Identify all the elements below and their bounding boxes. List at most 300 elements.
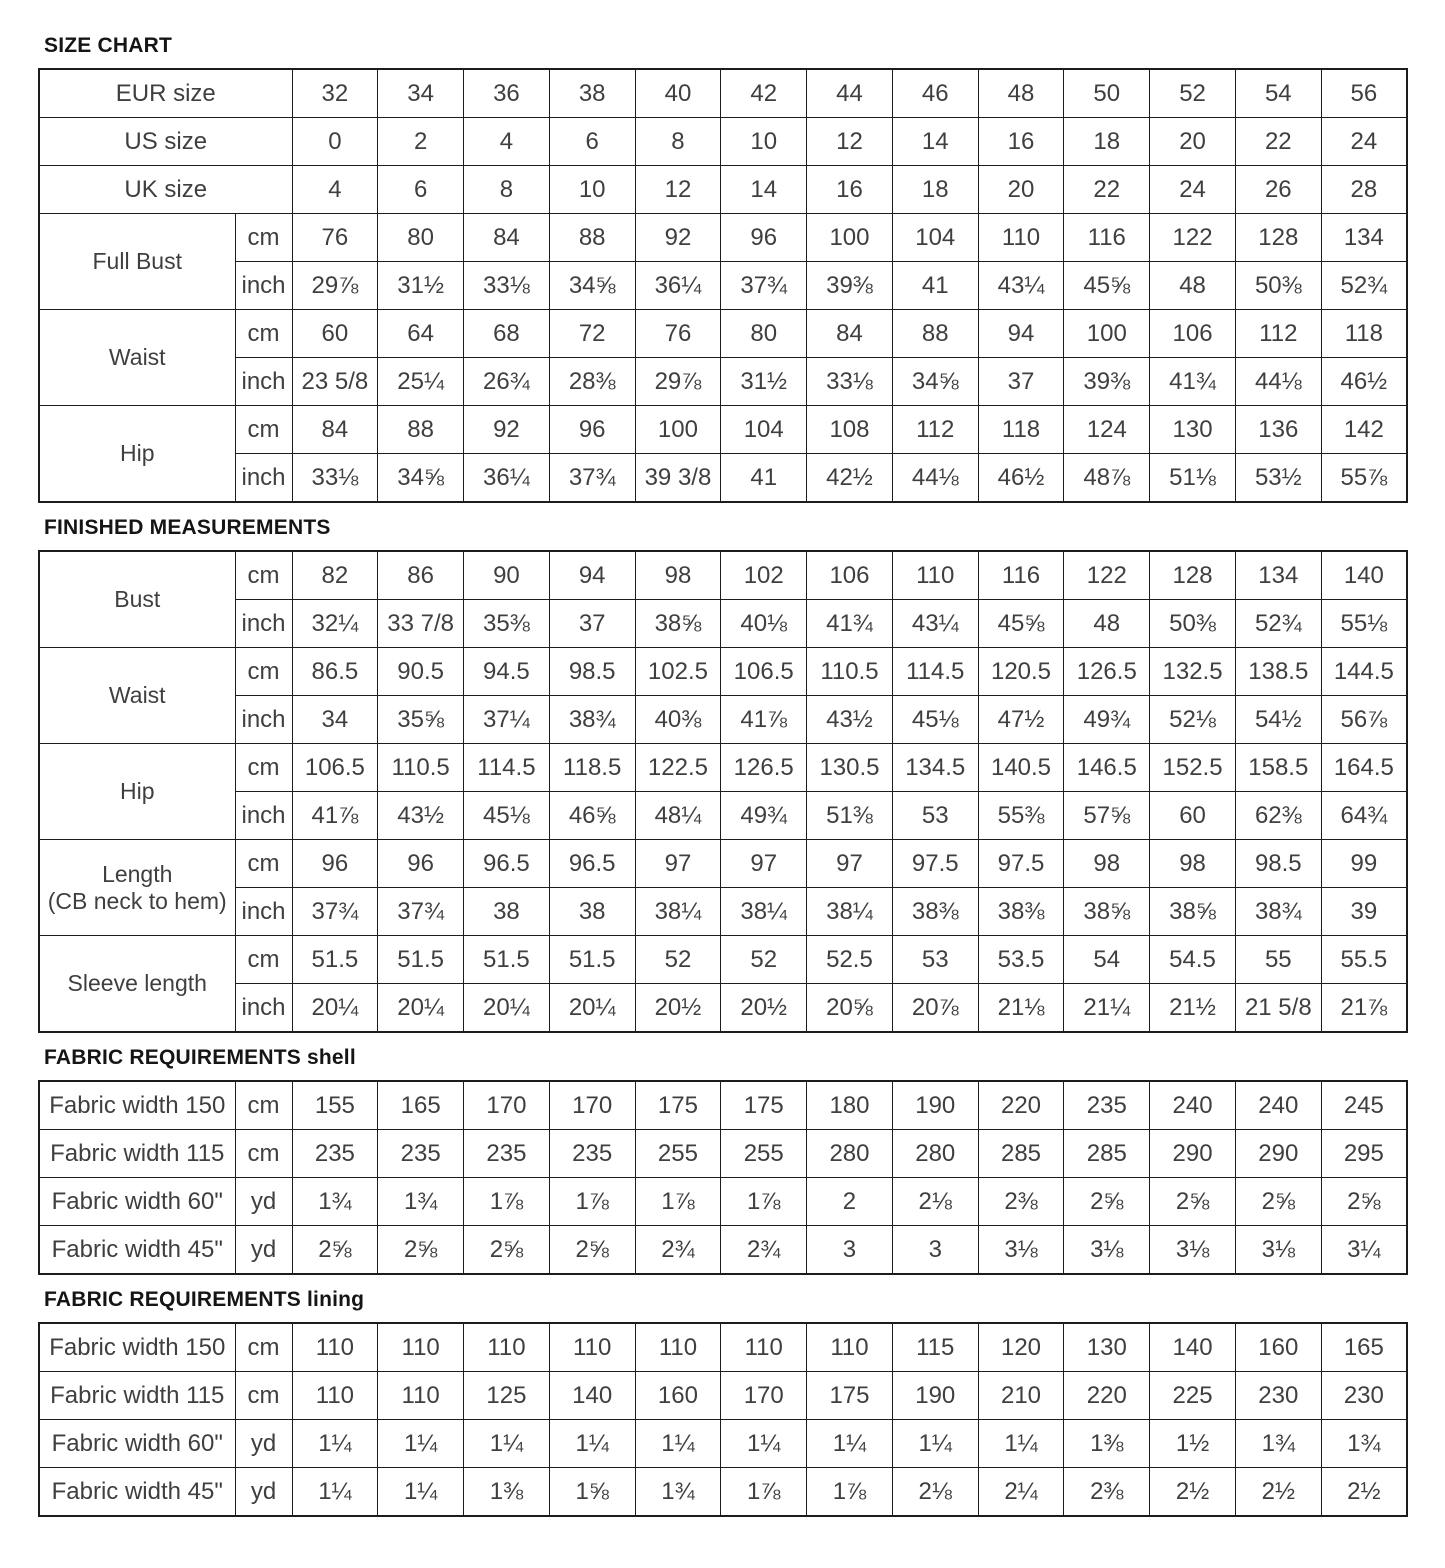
cell-value: 3 <box>892 1226 978 1275</box>
cell-value: 110 <box>892 551 978 600</box>
cell-value: 38 <box>549 69 635 118</box>
cell-value: 128 <box>1150 551 1236 600</box>
cell-value: 43¼ <box>892 600 978 648</box>
unit-label: inch <box>235 358 292 406</box>
cell-value: 285 <box>1064 1130 1150 1178</box>
cell-value: 165 <box>1321 1323 1407 1372</box>
cell-value: 41¾ <box>807 600 893 648</box>
cell-value: 118 <box>978 406 1064 454</box>
cell-value: 36¼ <box>635 262 721 310</box>
cell-value: 124 <box>1064 406 1150 454</box>
cell-value: 20⅝ <box>807 984 893 1033</box>
cell-value: 34 <box>292 696 378 744</box>
cell-value: 4 <box>292 166 378 214</box>
cell-value: 1¼ <box>378 1420 464 1468</box>
cell-value: 36¼ <box>464 454 550 503</box>
cell-value: 32¼ <box>292 600 378 648</box>
cell-value: 1⅝ <box>549 1468 635 1517</box>
cell-value: 76 <box>292 214 378 262</box>
cell-value: 38⅜ <box>892 888 978 936</box>
cell-value: 38⅝ <box>1150 888 1236 936</box>
cell-value: 38¼ <box>635 888 721 936</box>
cell-value: 132.5 <box>1150 648 1236 696</box>
cell-value: 1¾ <box>292 1178 378 1226</box>
cell-value: 1¼ <box>464 1420 550 1468</box>
cell-value: 100 <box>1064 310 1150 358</box>
cell-value: 31½ <box>721 358 807 406</box>
cell-value: 50⅜ <box>1235 262 1321 310</box>
table-row <box>39 214 1407 262</box>
cell-value: 52.5 <box>807 936 893 984</box>
cell-value: 43½ <box>378 792 464 840</box>
cell-value: 62⅜ <box>1235 792 1321 840</box>
cell-value: 180 <box>807 1081 893 1130</box>
cell-value: 49¾ <box>1064 696 1150 744</box>
cell-value: 25¼ <box>378 358 464 406</box>
row-label-line: Bust <box>114 586 161 613</box>
cell-value: 22 <box>1235 118 1321 166</box>
cell-value: 102 <box>721 551 807 600</box>
cell-value: 41 <box>721 454 807 503</box>
cell-value: 1¼ <box>635 1420 721 1468</box>
cell-value: 126.5 <box>721 744 807 792</box>
cell-value: 120 <box>978 1323 1064 1372</box>
unit-label: cm <box>235 840 292 888</box>
cell-value: 37¾ <box>549 454 635 503</box>
cell-value: 72 <box>549 310 635 358</box>
cell-value: 48 <box>978 69 1064 118</box>
cell-value: 53½ <box>1235 454 1321 503</box>
cell-value: 38¾ <box>1235 888 1321 936</box>
cell-value: 80 <box>721 310 807 358</box>
cell-value: 1¼ <box>807 1420 893 1468</box>
cell-value: 106.5 <box>721 648 807 696</box>
table-row <box>39 551 1407 600</box>
unit-label: yd <box>235 1226 292 1275</box>
cell-value: 240 <box>1150 1081 1236 1130</box>
cell-value: 3⅛ <box>1235 1226 1321 1275</box>
cell-value: 21½ <box>1150 984 1236 1033</box>
unit-label: cm <box>235 310 292 358</box>
cell-value: 2⅝ <box>378 1226 464 1275</box>
cell-value: 60 <box>1150 792 1236 840</box>
cell-value: 38¼ <box>807 888 893 936</box>
cell-value: 12 <box>635 166 721 214</box>
row-label <box>39 648 235 744</box>
row-label: Fabric width 60" <box>39 1178 235 1226</box>
cell-value: 128 <box>1235 214 1321 262</box>
cell-value: 140 <box>1150 1323 1236 1372</box>
cell-value: 97 <box>721 840 807 888</box>
unit-label: cm <box>235 744 292 792</box>
row-label: UK size <box>39 166 292 214</box>
table-row <box>39 406 1407 454</box>
cell-value: 33⅛ <box>807 358 893 406</box>
cell-value: 86 <box>378 551 464 600</box>
cell-value: 126.5 <box>1064 648 1150 696</box>
fabric-requirements-shell-table <box>38 1080 1408 1275</box>
cell-value: 1⅞ <box>721 1178 807 1226</box>
cell-value: 175 <box>635 1081 721 1130</box>
table-row <box>39 1468 1407 1517</box>
cell-value: 106 <box>807 551 893 600</box>
cell-value: 240 <box>1235 1081 1321 1130</box>
cell-value: 1⅞ <box>464 1178 550 1226</box>
cell-value: 88 <box>549 214 635 262</box>
table-row <box>39 262 1407 310</box>
cell-value: 94.5 <box>464 648 550 696</box>
cell-value: 170 <box>464 1081 550 1130</box>
table-row <box>39 840 1407 888</box>
row-label-line: (CB neck to hem) <box>47 887 227 914</box>
cell-value: 134.5 <box>892 744 978 792</box>
cell-value: 45⅛ <box>892 696 978 744</box>
cell-value: 49¾ <box>721 792 807 840</box>
unit-label: inch <box>235 696 292 744</box>
cell-value: 175 <box>807 1372 893 1420</box>
cell-value: 102.5 <box>635 648 721 696</box>
table-row <box>39 1081 1407 1130</box>
unit-label: inch <box>235 262 292 310</box>
cell-value: 20⅞ <box>892 984 978 1033</box>
cell-value: 38⅜ <box>978 888 1064 936</box>
cell-value: 40 <box>635 69 721 118</box>
cell-value: 33⅛ <box>292 454 378 503</box>
cell-value: 10 <box>721 118 807 166</box>
cell-value: 46½ <box>1321 358 1407 406</box>
cell-value: 21¼ <box>1064 984 1150 1033</box>
cell-value: 47½ <box>978 696 1064 744</box>
table-row <box>39 166 1407 214</box>
cell-value: 52 <box>721 936 807 984</box>
cell-value: 53 <box>892 792 978 840</box>
cell-value: 100 <box>807 214 893 262</box>
cell-value: 104 <box>721 406 807 454</box>
cell-value: 165 <box>378 1081 464 1130</box>
cell-value: 26 <box>1235 166 1321 214</box>
cell-value: 31½ <box>378 262 464 310</box>
cell-value: 46⅝ <box>549 792 635 840</box>
cell-value: 140 <box>549 1372 635 1420</box>
cell-value: 110 <box>292 1323 378 1372</box>
cell-value: 110 <box>464 1323 550 1372</box>
row-label <box>39 551 235 648</box>
cell-value: 20¼ <box>378 984 464 1033</box>
cell-value: 33 7/8 <box>378 600 464 648</box>
table-row <box>39 792 1407 840</box>
cell-value: 120.5 <box>978 648 1064 696</box>
cell-value: 39 3/8 <box>635 454 721 503</box>
cell-value: 56⅞ <box>1321 696 1407 744</box>
cell-value: 2⅝ <box>1321 1178 1407 1226</box>
cell-value: 37¼ <box>464 696 550 744</box>
cell-value: 118 <box>1321 310 1407 358</box>
cell-value: 97 <box>807 840 893 888</box>
cell-value: 235 <box>378 1130 464 1178</box>
cell-value: 48 <box>1064 600 1150 648</box>
cell-value: 1¼ <box>292 1420 378 1468</box>
row-label <box>39 744 235 840</box>
cell-value: 122.5 <box>635 744 721 792</box>
table-row <box>39 1226 1407 1275</box>
cell-value: 39⅜ <box>807 262 893 310</box>
cell-value: 18 <box>1064 118 1150 166</box>
unit-label: inch <box>235 454 292 503</box>
cell-value: 38 <box>549 888 635 936</box>
cell-value: 41⅞ <box>292 792 378 840</box>
cell-value: 1⅜ <box>464 1468 550 1517</box>
cell-value: 96.5 <box>464 840 550 888</box>
cell-value: 158.5 <box>1235 744 1321 792</box>
cell-value: 33⅛ <box>464 262 550 310</box>
cell-value: 99 <box>1321 840 1407 888</box>
row-label <box>39 406 235 503</box>
cell-value: 98 <box>1064 840 1150 888</box>
table-row <box>39 1323 1407 1372</box>
cell-value: 52 <box>635 936 721 984</box>
cell-value: 295 <box>1321 1130 1407 1178</box>
cell-value: 130 <box>1064 1323 1150 1372</box>
cell-value: 41⅞ <box>721 696 807 744</box>
row-label: Fabric width 115 <box>39 1372 235 1420</box>
cell-value: 96 <box>721 214 807 262</box>
cell-value: 110 <box>635 1323 721 1372</box>
cell-value: 3¼ <box>1321 1226 1407 1275</box>
cell-value: 88 <box>378 406 464 454</box>
row-label-line: Waist <box>108 682 166 709</box>
cell-value: 6 <box>549 118 635 166</box>
table-row <box>39 118 1407 166</box>
table-row <box>39 888 1407 936</box>
cell-value: 96 <box>292 840 378 888</box>
cell-value: 56 <box>1321 69 1407 118</box>
cell-value: 136 <box>1235 406 1321 454</box>
cell-value: 60 <box>292 310 378 358</box>
cell-value: 97 <box>635 840 721 888</box>
cell-value: 51⅛ <box>1150 454 1236 503</box>
cell-value: 10 <box>549 166 635 214</box>
cell-value: 225 <box>1150 1372 1236 1420</box>
cell-value: 118.5 <box>549 744 635 792</box>
cell-value: 20 <box>978 166 1064 214</box>
cell-value: 100 <box>635 406 721 454</box>
cell-value: 280 <box>807 1130 893 1178</box>
unit-label: yd <box>235 1178 292 1226</box>
cell-value: 45⅝ <box>1064 262 1150 310</box>
cell-value: 50 <box>1064 69 1150 118</box>
fabric-requirements-lining-table <box>38 1322 1408 1517</box>
cell-value: 51.5 <box>549 936 635 984</box>
row-label <box>39 936 235 1033</box>
cell-value: 14 <box>721 166 807 214</box>
cell-value: 98 <box>635 551 721 600</box>
cell-value: 106.5 <box>292 744 378 792</box>
cell-value: 290 <box>1150 1130 1236 1178</box>
cell-value: 37¾ <box>721 262 807 310</box>
cell-value: 6 <box>378 166 464 214</box>
cell-value: 45⅝ <box>978 600 1064 648</box>
row-label: Fabric width 115 <box>39 1130 235 1178</box>
table-row <box>39 936 1407 984</box>
cell-value: 220 <box>978 1081 1064 1130</box>
cell-value: 16 <box>807 166 893 214</box>
cell-value: 230 <box>1321 1372 1407 1420</box>
cell-value: 20¼ <box>549 984 635 1033</box>
cell-value: 2¼ <box>978 1468 1064 1517</box>
cell-value: 84 <box>292 406 378 454</box>
cell-value: 110 <box>378 1372 464 1420</box>
cell-value: 2⅝ <box>1150 1178 1236 1226</box>
cell-value: 20¼ <box>292 984 378 1033</box>
cell-value: 1¾ <box>1321 1420 1407 1468</box>
cell-value: 48¼ <box>635 792 721 840</box>
cell-value: 170 <box>549 1081 635 1130</box>
cell-value: 20½ <box>721 984 807 1033</box>
cell-value: 38 <box>464 888 550 936</box>
cell-value: 2⅝ <box>1064 1178 1150 1226</box>
cell-value: 2⅜ <box>978 1178 1064 1226</box>
cell-value: 3⅛ <box>1064 1226 1150 1275</box>
cell-value: 280 <box>892 1130 978 1178</box>
cell-value: 134 <box>1235 551 1321 600</box>
cell-value: 1¼ <box>721 1420 807 1468</box>
row-label: Fabric width 45" <box>39 1468 235 1517</box>
cell-value: 38⅝ <box>635 600 721 648</box>
cell-value: 48⅞ <box>1064 454 1150 503</box>
cell-value: 41¾ <box>1150 358 1236 406</box>
cell-value: 1⅜ <box>1064 1420 1150 1468</box>
cell-value: 37 <box>549 600 635 648</box>
cell-value: 37¾ <box>292 888 378 936</box>
table-row <box>39 1130 1407 1178</box>
cell-value: 1¼ <box>978 1420 1064 1468</box>
unit-label: cm <box>235 214 292 262</box>
cell-value: 2½ <box>1150 1468 1236 1517</box>
cell-value: 110 <box>807 1323 893 1372</box>
unit-label: inch <box>235 600 292 648</box>
cell-value: 20½ <box>635 984 721 1033</box>
table-row <box>39 310 1407 358</box>
cell-value: 3 <box>807 1226 893 1275</box>
cell-value: 155 <box>292 1081 378 1130</box>
cell-value: 92 <box>464 406 550 454</box>
cell-value: 82 <box>292 551 378 600</box>
cell-value: 53.5 <box>978 936 1064 984</box>
cell-value: 110.5 <box>807 648 893 696</box>
row-label: Fabric width 60" <box>39 1420 235 1468</box>
cell-value: 12 <box>807 118 893 166</box>
cell-value: 34⅝ <box>892 358 978 406</box>
cell-value: 210 <box>978 1372 1064 1420</box>
row-label <box>39 214 235 310</box>
cell-value: 55⅛ <box>1321 600 1407 648</box>
cell-value: 64¾ <box>1321 792 1407 840</box>
cell-value: 220 <box>1064 1372 1150 1420</box>
cell-value: 2¾ <box>635 1226 721 1275</box>
cell-value: 57⅝ <box>1064 792 1150 840</box>
row-label-line: Sleeve length <box>67 970 207 997</box>
cell-value: 1⅞ <box>635 1178 721 1226</box>
cell-value: 8 <box>635 118 721 166</box>
cell-value: 39⅜ <box>1064 358 1150 406</box>
cell-value: 1¾ <box>378 1178 464 1226</box>
cell-value: 24 <box>1150 166 1236 214</box>
unit-label: inch <box>235 984 292 1033</box>
unit-label: cm <box>235 551 292 600</box>
cell-value: 96.5 <box>549 840 635 888</box>
cell-value: 4 <box>464 118 550 166</box>
cell-value: 34⅝ <box>378 454 464 503</box>
cell-value: 96 <box>378 840 464 888</box>
cell-value: 52¾ <box>1321 262 1407 310</box>
cell-value: 40⅜ <box>635 696 721 744</box>
cell-value: 54½ <box>1235 696 1321 744</box>
cell-value: 190 <box>892 1372 978 1420</box>
cell-value: 245 <box>1321 1081 1407 1130</box>
cell-value: 42 <box>721 69 807 118</box>
size-chart-table <box>38 68 1408 503</box>
cell-value: 164.5 <box>1321 744 1407 792</box>
cell-value: 51.5 <box>292 936 378 984</box>
cell-value: 84 <box>807 310 893 358</box>
unit-label: cm <box>235 1323 292 1372</box>
cell-value: 52¾ <box>1235 600 1321 648</box>
cell-value: 54.5 <box>1150 936 1236 984</box>
cell-value: 110 <box>978 214 1064 262</box>
cell-value: 98 <box>1150 840 1236 888</box>
table-row <box>39 454 1407 503</box>
table-row <box>39 1420 1407 1468</box>
cell-value: 138.5 <box>1235 648 1321 696</box>
cell-value: 2½ <box>1235 1468 1321 1517</box>
cell-value: 43½ <box>807 696 893 744</box>
row-label <box>39 310 235 406</box>
cell-value: 32 <box>292 69 378 118</box>
cell-value: 52⅛ <box>1150 696 1236 744</box>
row-label <box>39 840 235 936</box>
cell-value: 140.5 <box>978 744 1064 792</box>
unit-label: cm <box>235 648 292 696</box>
finished-measurements-table <box>38 550 1408 1033</box>
row-label: US size <box>39 118 292 166</box>
cell-value: 44 <box>807 69 893 118</box>
cell-value: 54 <box>1235 69 1321 118</box>
cell-value: 20¼ <box>464 984 550 1033</box>
cell-value: 48 <box>1150 262 1236 310</box>
cell-value: 55⅜ <box>978 792 1064 840</box>
row-label-line: Waist <box>108 344 166 371</box>
cell-value: 2 <box>807 1178 893 1226</box>
cell-value: 37¾ <box>378 888 464 936</box>
row-label-line: Hip <box>119 440 155 467</box>
cell-value: 2¾ <box>721 1226 807 1275</box>
unit-label: cm <box>235 1130 292 1178</box>
table-row <box>39 1178 1407 1226</box>
cell-value: 38⅝ <box>1064 888 1150 936</box>
cell-value: 112 <box>1235 310 1321 358</box>
row-label: EUR size <box>39 69 292 118</box>
cell-value: 37 <box>978 358 1064 406</box>
cell-value: 28 <box>1321 166 1407 214</box>
cell-value: 24 <box>1321 118 1407 166</box>
cell-value: 2⅜ <box>1064 1468 1150 1517</box>
cell-value: 170 <box>721 1372 807 1420</box>
cell-value: 51.5 <box>378 936 464 984</box>
cell-value: 116 <box>1064 214 1150 262</box>
cell-value: 84 <box>464 214 550 262</box>
cell-value: 28⅜ <box>549 358 635 406</box>
table-row <box>39 984 1407 1033</box>
